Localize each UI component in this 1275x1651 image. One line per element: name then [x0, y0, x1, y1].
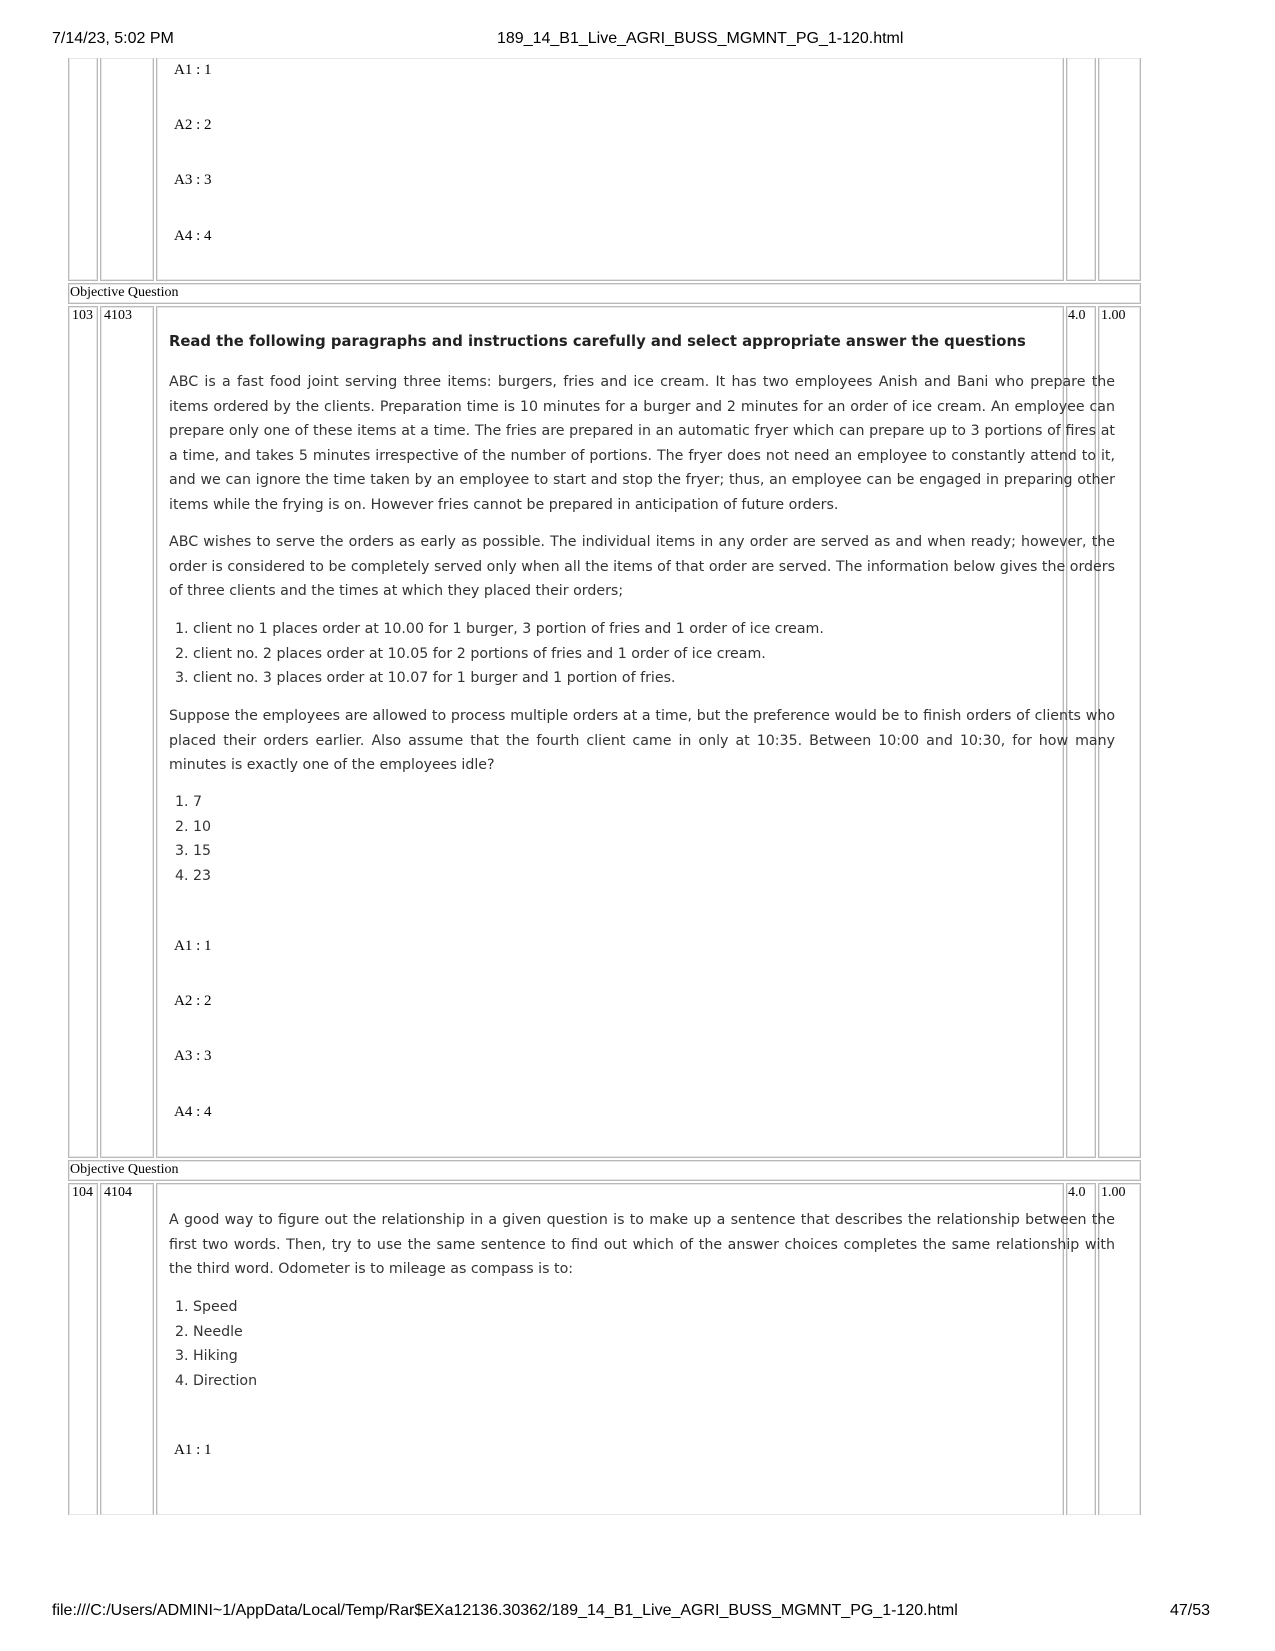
- prev-answer-3: A3 : 3: [174, 172, 212, 188]
- print-doc-title: 189_14_B1_Live_AGRI_BUSS_MGMNT_PG_1-120.html: [497, 30, 904, 47]
- q103-option: 3. 15: [193, 839, 211, 864]
- q104-options-list: [169, 1295, 257, 1393]
- print-datetime: 7/14/23, 5:02 PM: [52, 30, 174, 47]
- q103-order-item: 3. client no. 3 places order at 10.07 for 1 burger and 1 portion of fries.: [193, 666, 824, 691]
- q104-sno: 104: [72, 1185, 93, 1200]
- q104-marks: 4.0: [1068, 1185, 1086, 1200]
- q103-type-label: Objective Question: [70, 285, 179, 300]
- prev-answer-4: A4 : 4: [174, 228, 212, 244]
- q104-qid-cell: [100, 1183, 154, 1515]
- q104-neg-marks: 1.00: [1101, 1185, 1126, 1200]
- q103-order-item: 1. client no 1 places order at 10.00 for 1 burger, 3 portion of fries and 1 order of ice cream.: [193, 617, 824, 642]
- q104-paragraph-1: A good way to figure out the relationship in a given question is to make up a sentence that describes the relationship between the first two words. Then, try to use the same sentence to find out which of the answer choices completes the same relationship with the third word. Odometer is to mileage as compass is to:: [169, 1212, 1115, 1277]
- q103-qid-cell: [100, 306, 154, 1158]
- q104-type-row: [68, 1160, 1141, 1181]
- q103-options-list: [169, 790, 211, 888]
- q103-option: 1. 7: [193, 790, 211, 815]
- q103-paragraph-1: ABC is a fast food joint serving three items: burgers, fries and ice cream. It has two employees Anish and Bani who prepare the items ordered by the clients. Preparation time is 10 minutes for a burger and 2 minutes for an order of ice cream. An employee can prepare only one of these items at a time. The fries are prepared in an automatic fryer which can prepare up to 3 portions of fires at a time, and takes 5 minutes irrespective of the number of portions. The fryer does not need an employee to constantly attend to it, and we can ignore the time taken by an employee to start and stop the fryer; thus, an employee can be engaged in preparing other items while the frying is on. However fries cannot be prepared in anticipation of future orders.: [169, 374, 1115, 513]
- prev-sno-cell: [68, 58, 98, 281]
- q103-paragraph-3: Suppose the employees are allowed to process multiple orders at a time, but the preference would be to finish orders of clients who placed their orders earlier. Also assume that the fourth client came in only at 10:35. Between 10:00 and 10:30, for how many minutes is exactly one of the employees idle?: [169, 708, 1115, 773]
- q103-sno: 103: [72, 308, 93, 323]
- prev-content-cell: [156, 58, 1064, 281]
- q103-sno-cell: [68, 306, 98, 1158]
- q103-title: Read the following paragraphs and instructions carefully and select appropriate answer the questions: [169, 333, 1026, 350]
- q104-qid: 4104: [104, 1185, 132, 1200]
- q103-marks: 4.0: [1068, 308, 1086, 323]
- q104-answer-1: A1 : 1: [174, 1442, 212, 1458]
- q103-option: 2. 10: [193, 815, 211, 840]
- print-file-path: file:///C:/Users/ADMINI~1/AppData/Local/Temp/Rar$EXa12136.30362/189_14_B1_Live_AGRI_BUSS_MGMNT_PG_1-120.html: [52, 1602, 958, 1619]
- prev-qid-cell: [100, 58, 154, 281]
- q103-answer-4: A4 : 4: [174, 1104, 212, 1120]
- q103-qid: 4103: [104, 308, 132, 323]
- q103-order-list: [169, 617, 824, 691]
- q104-sno-cell: [68, 1183, 98, 1515]
- q103-answer-2: A2 : 2: [174, 993, 212, 1009]
- print-page-number: 47/53: [1170, 1602, 1211, 1619]
- q103-answer-1: A1 : 1: [174, 938, 212, 954]
- q104-option: 1. Speed: [193, 1295, 257, 1320]
- q103-type-row: [68, 283, 1141, 304]
- q104-option: 3. Hiking: [193, 1344, 257, 1369]
- q103-answer-3: A3 : 3: [174, 1048, 212, 1064]
- q103-paragraph-2: ABC wishes to serve the orders as early as possible. The individual items in any order are served as and when ready; however, the order is considered to be completely served only when all the items of that order are served. The information below gives the orders of three clients and the times at which they placed their orders;: [169, 534, 1115, 599]
- q103-option: 4. 23: [193, 864, 211, 889]
- q103-order-item: 2. client no. 2 places order at 10.05 for 2 portions of fries and 1 order of ice cream.: [193, 642, 824, 667]
- q104-type-label: Objective Question: [70, 1162, 179, 1177]
- q104-option: 2. Needle: [193, 1320, 257, 1345]
- prev-marks-cell: [1066, 58, 1096, 281]
- prev-answer-2: A2 : 2: [174, 117, 212, 133]
- q104-option: 4. Direction: [193, 1369, 257, 1394]
- prev-neg-cell: [1098, 58, 1141, 281]
- q103-neg-marks: 1.00: [1101, 308, 1126, 323]
- prev-answer-1: A1 : 1: [174, 62, 212, 78]
